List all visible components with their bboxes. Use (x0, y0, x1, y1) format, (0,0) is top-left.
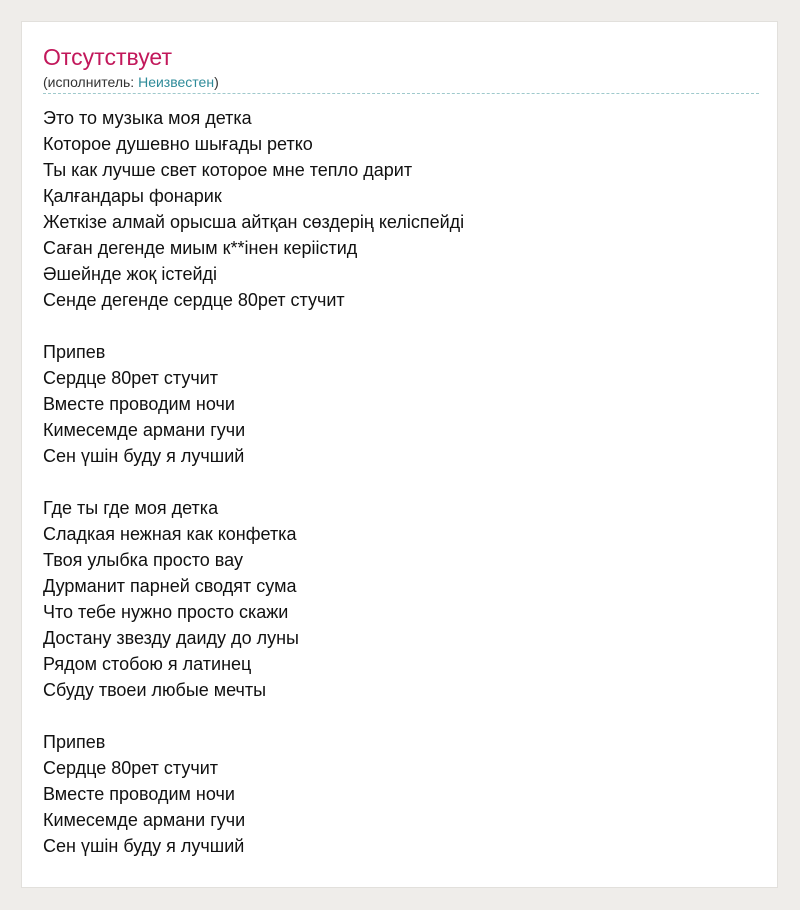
lyric-line: Жеткізе алмай орысша айтқан сөздерің келіспейді (43, 212, 465, 232)
stanza-gap (43, 313, 464, 339)
lyric-line: Вместе проводим ночи (43, 784, 235, 804)
lyric-line: Сен үшін буду я лучший (43, 836, 245, 856)
artist-link[interactable]: Неизвестен (138, 74, 215, 90)
lyric-line: Әшейнде жоқ істейді (43, 264, 218, 284)
lyric-line: Кимесемде армани гучи (43, 420, 246, 440)
lyric-line: Припев (43, 342, 106, 362)
lyric-line: Кимесемде армани гучи (43, 810, 246, 830)
stanza-gap (43, 469, 464, 495)
lyric-line: Сен үшін буду я лучший (43, 446, 245, 466)
lyric-line: Сбуду твоеи любые мечты (43, 680, 267, 700)
lyric-line: Ты как лучше свет которое мне тепло дарит (43, 160, 413, 180)
lyric-line: Которое душевно шығады ретко (43, 134, 313, 154)
lyrics-card (21, 21, 778, 888)
divider (43, 93, 759, 94)
stanza-gap (43, 703, 464, 729)
lyric-line: Саған дегенде миым к**інен керіістид (43, 238, 358, 258)
lyric-line: Қалғандары фонарик (43, 186, 222, 206)
lyric-line: Сердце 80рет стучит (43, 758, 219, 778)
artist-line (43, 73, 219, 91)
artist-suffix: ) (214, 74, 219, 90)
lyric-line: Припев (43, 732, 106, 752)
lyric-line: Где ты где моя детка (43, 498, 219, 518)
lyric-line: Вместе проводим ночи (43, 394, 235, 414)
lyric-line: Сенде дегенде сердце 80рет стучит (43, 290, 345, 310)
lyric-line: Достану звезду даиду до луны (43, 628, 299, 648)
song-title: Отсутствует (43, 44, 172, 70)
lyric-line: Это то музыка моя детка (43, 108, 252, 128)
artist-prefix: (исполнитель: (43, 74, 139, 90)
lyric-line: Сладкая нежная как конфетка (43, 524, 297, 544)
lyric-line: Рядом стобою я латинец (43, 654, 252, 674)
lyric-line: Что тебе нужно просто скажи (43, 602, 289, 622)
lyric-line: Дурманит парней сводят сума (43, 576, 297, 596)
lyric-line: Сердце 80рет стучит (43, 368, 219, 388)
lyric-line: Твоя улыбка просто вау (43, 550, 243, 570)
lyrics-body (43, 105, 464, 859)
